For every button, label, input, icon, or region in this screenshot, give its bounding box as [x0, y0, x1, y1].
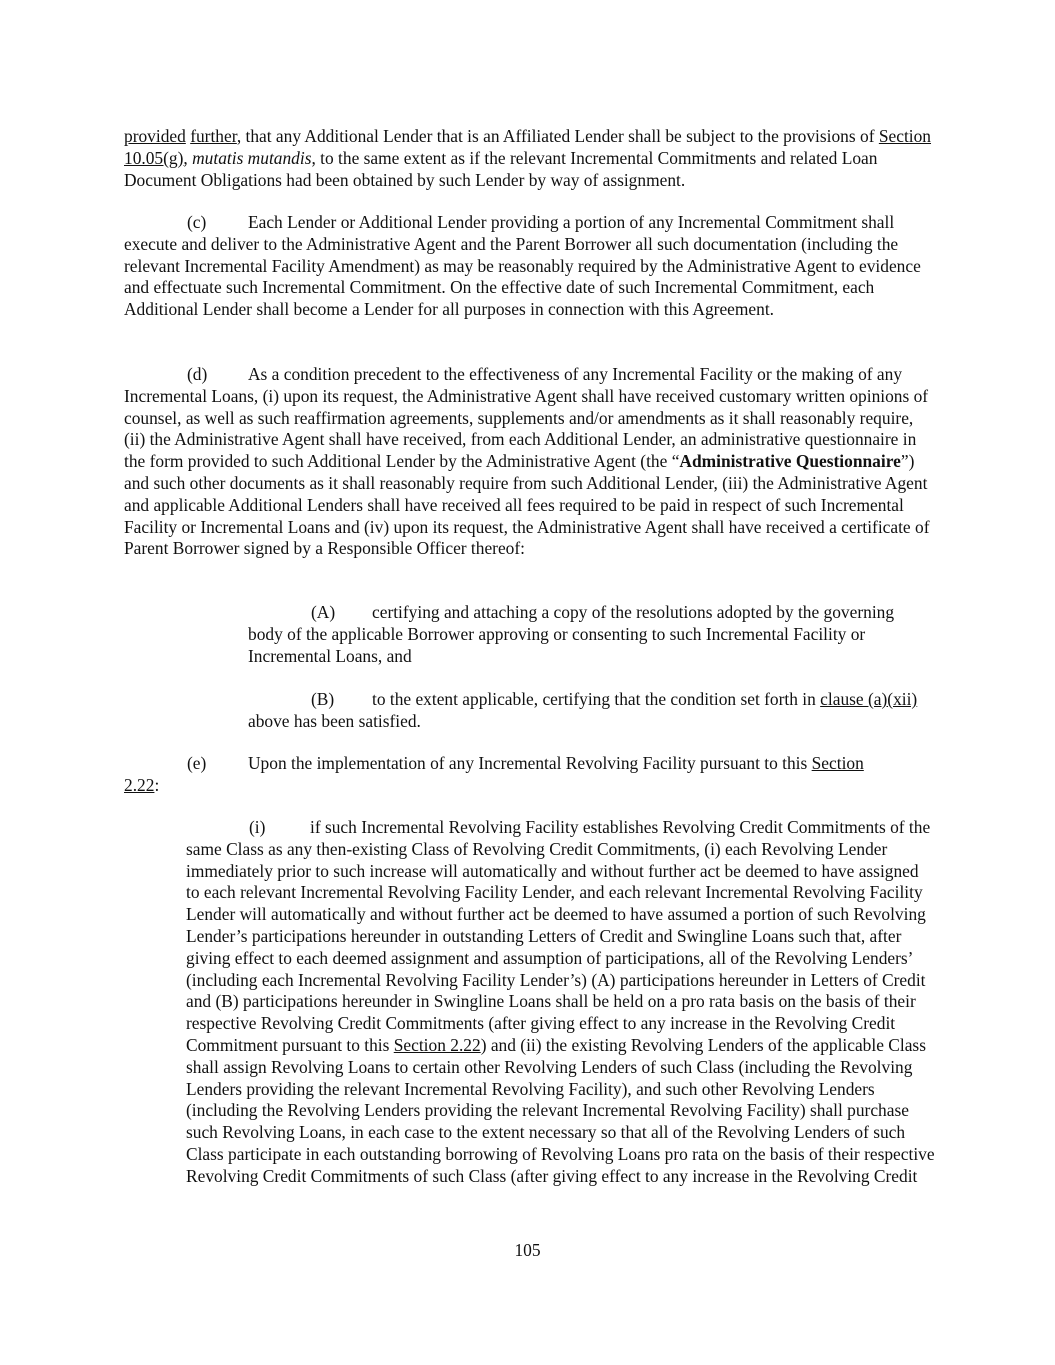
clause-i-text-2: ) and (ii) the existing Revolving Lenders of the applicable Class shall assign Revolving Loans to certain other Revolving Lenders of such Class (including the Revolving Lenders providing the relevant Incremental Revolving Facility), and such other Revolving Lenders (including the Revolving Lenders providing the relevant Incremental Revolving Facility) shall purchase such Revolving Loans, in each case to the extent necessary so that all of the Revolving Lenders of such Class participate in each outstanding borrowing of Revolving Loans pro rata on the basis of their respective Revolving Credit Commitments of such Class (after giving effect to any increase in the Revolving Credit	[186, 1034, 935, 1186]
clause-label-B: (B)	[311, 689, 335, 709]
term-provided: provided	[124, 126, 186, 146]
clause-e-colon: :	[154, 774, 160, 795]
term-further: further	[190, 126, 237, 146]
clause-d-text-2: ”) and such other documents as it shall reasonably require from such Additional Lender, (iii) the Administrative Agent and applicable Additional Lenders shall have received all fees required to be paid in respect of such Incremental Facility or Incremental Loans and (iv) upon its request, the Administrative Agent shall have received a certificate of Parent Borrower signed by a Responsible Officer thereof:	[124, 451, 930, 559]
clause-c-text: Each Lender or Additional Lender providing a portion of any Incremental Commitment shall execute and deliver to the Administrative Agent and the Parent Borrower all such documentation (including the relevant Incremental Facility Amendment) as may be reasonably required by the Administrative Agent to evidence and effectuate such Incremental Commitment. On the effective date of such Incremental Commitment, each Additional Lender shall become a Lender for all purposes in connection with this Agreement.	[124, 212, 921, 320]
paragraph-c	[124, 212, 934, 321]
defined-term-administrative-questionnaire: Administrative Questionnaire	[679, 451, 901, 472]
clause-A-text: certifying and attaching a copy of the resolutions adopted by the governing body of the applicable Borrower approving or consenting to such Incremental Facility or Incremental Loans, and	[248, 602, 895, 666]
clause-reference-link[interactable]: clause (a)(xii)	[820, 689, 918, 709]
clause-B-text-1: to the extent applicable, certifying that the condition set forth in	[372, 689, 821, 709]
page-number: 105	[514, 1240, 541, 1260]
clause-label-d: (d)	[187, 364, 208, 384]
clause-label-e: (e)	[187, 753, 207, 773]
paragraph-i	[186, 817, 936, 1188]
section-reference-link[interactable]: Section 10.05(g)	[124, 126, 932, 168]
section-2-22-link[interactable]: Section 2.22	[393, 1034, 481, 1055]
paragraph-B	[248, 689, 928, 733]
clause-label-A: (A)	[311, 602, 336, 622]
proviso-text-3: , to the same extent as if the relevant Incremental Commitments and related Loan Document Obligations had been obtained by such Lender by way of assignment.	[124, 147, 878, 190]
section-link-part-2[interactable]: 2.22	[124, 774, 155, 795]
italic-term: mutatis mutandis	[192, 147, 312, 168]
clause-e-text: Upon the implementation of any Incremental Revolving Facility pursuant to this	[248, 753, 812, 773]
clause-label-c: (c)	[187, 212, 207, 232]
paragraph-e	[124, 753, 924, 797]
section-link-part-1[interactable]: Section	[811, 753, 864, 773]
paragraph-d	[124, 364, 934, 560]
clause-d-text-1: As a condition precedent to the effectiveness of any Incremental Facility or the making of any Incremental Loans, (i) upon its request, the Administrative Agent shall have received customary written opinions of counsel, as well as such reaffirmation agreements, supplements and/or amendments as it shall reasonably require, (ii) the Administrative Agent shall have received, from each Additional Lender, an administrative questionnaire in the form provided to such Additional Lender by the Administrative Agent (the “	[124, 364, 929, 472]
clause-label-i: (i)	[249, 817, 266, 837]
clause-i-text-1: if such Incremental Revolving Facility establishes Revolving Credit Commitments of the same Class as any then-existing Class of Revolving Credit Commitments, (i) each Revolving Lender immediately prior to such increase will automatically and without further act be deemed to have assigned to each relevant Incremental Revolving Facility Lender, and each relevant Incremental Revolving Facility Lender will automatically and without further act be deemed to have assumed a portion of such Revolving Lender’s participations hereunder in outstanding Letters of Credit and Swingline Loans such that, after giving effect to each deemed assignment and assumption of participations, all of the Revolving Lenders’ (including each Incremental Revolving Facility Lender’s) (A) participations hereunder in Letters of Credit and (B) participations hereunder in Swingline Loans shall be held on a pro rata basis on the basis of their respective Revolving Credit Commitments (after giving effect to any increase in the Revolving Credit Commitment pursuant to this	[186, 817, 931, 1055]
proviso-text-2: ,	[183, 147, 193, 168]
paragraph-proviso	[124, 126, 934, 191]
paragraph-A	[248, 602, 928, 667]
clause-B-text-2: above has been satisfied.	[248, 710, 421, 731]
proviso-text-1: , that any Additional Lender that is an Affiliated Lender shall be subject to the provisions of	[236, 126, 879, 146]
